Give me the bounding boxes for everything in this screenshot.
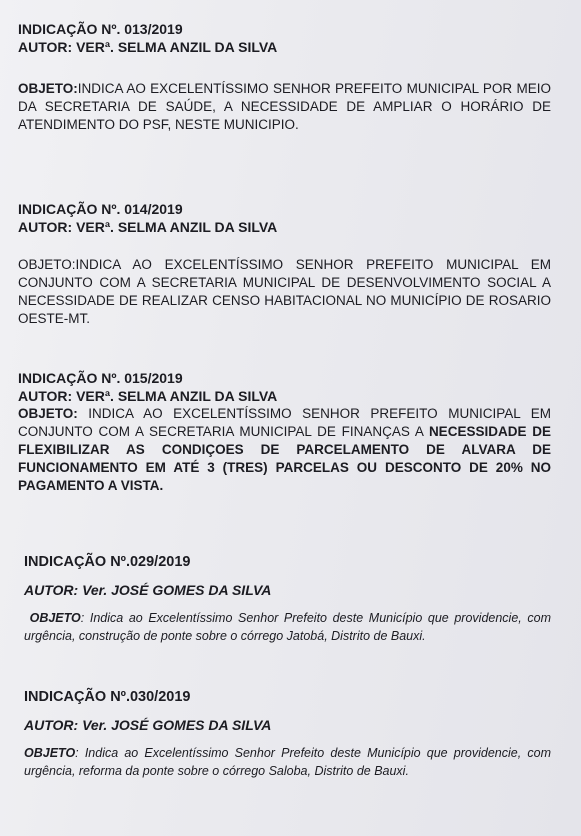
indicacao-title: INDICAÇÃO Nº. 013/2019 — [18, 21, 183, 37]
indicacao-title: INDICAÇÃO Nº.030/2019 — [24, 689, 191, 705]
objeto-text: INDICA AO EXCELENTÍSSIMO SENHOR PREFEITO MUNICIPAL POR MEIO DA SECRETARIA DE SAÚDE, A NECESSIDADE DE AMPLIAR O HORÁRIO DE ATENDIMENTO DO PSF, NESTE MUNICIPIO. — [18, 81, 551, 132]
indicacao-author: AUTOR: Ver. JOSÉ GOMES DA SILVA — [24, 717, 272, 733]
indicacao-author: AUTOR: Ver. JOSÉ GOMES DA SILVA — [24, 582, 272, 598]
indicacao-author: AUTOR: VERª. SELMA ANZIL DA SILVA — [18, 219, 278, 235]
indicacao-013 — [18, 20, 551, 134]
objeto-label: OBJETO: — [18, 406, 78, 421]
objeto-label: OBJETO — [24, 746, 76, 760]
indicacao-029 — [24, 553, 551, 645]
objeto-text: INDICA AO EXCELENTÍSSIMO SENHOR PREFEITO MUNICIPAL EM CONJUNTO COM A SECRETARIA MUNICIPAL DE FINANÇAS A — [18, 406, 551, 439]
indicacao-014 — [18, 200, 551, 328]
indicacao-title: INDICAÇÃO Nº.029/2019 — [24, 554, 191, 570]
indicacao-objeto — [24, 744, 551, 780]
objeto-label: OBJETO — [29, 611, 81, 625]
objeto-text: INDICA AO EXCELENTÍSSIMO SENHOR PREFEITO MUNICIPAL EM CONJUNTO COM A SECRETARIA MUNICIPAL DE DESENVOLVIMENTO SOCIAL A NECESSIDADE DE REALIZAR CENSO HABITACIONAL NO MUNICÍPIO DE ROSARIO OESTE-MT. — [18, 257, 551, 326]
indicacao-title: INDICAÇÃO Nº. 015/2019 — [18, 370, 183, 386]
indicacao-objeto — [18, 80, 551, 134]
indicacao-objeto — [18, 405, 551, 495]
indicacao-author: AUTOR: VERª. SELMA ANZIL DA SILVA — [18, 388, 278, 404]
indicacao-objeto — [24, 609, 551, 645]
objeto-text: : Indica ao Excelentíssimo Senhor Prefeito deste Município que providencie, com urgência, construção de ponte sobre o córrego Jatobá, Distrito de Bauxi. — [24, 611, 551, 643]
indicacao-015 — [18, 369, 551, 495]
objeto-text: : Indica ao Excelentíssimo Senhor Prefeito deste Município que providencie, com urgência, reforma da ponte sobre o córrego Saloba, Distrito de Bauxi. — [24, 746, 551, 778]
indicacao-title: INDICAÇÃO Nº. 014/2019 — [18, 201, 183, 217]
objeto-bold-text: NECESSIDADE DE FLEXIBILIZAR AS CONDIÇOES DE PARCELAMENTO DE ALVARA DE FUNCIONAMENTO EM ATÉ 3 (TRES) PARCELAS OU DESCONTO DE 20% NO PAGAMENTO A VISTA. — [18, 424, 551, 493]
indicacao-030 — [24, 688, 551, 780]
indicacao-objeto — [18, 256, 551, 328]
objeto-label: OBJETO: — [18, 257, 76, 272]
indicacao-author: AUTOR: VERª. SELMA ANZIL DA SILVA — [18, 39, 278, 55]
objeto-label: OBJETO: — [18, 81, 78, 96]
